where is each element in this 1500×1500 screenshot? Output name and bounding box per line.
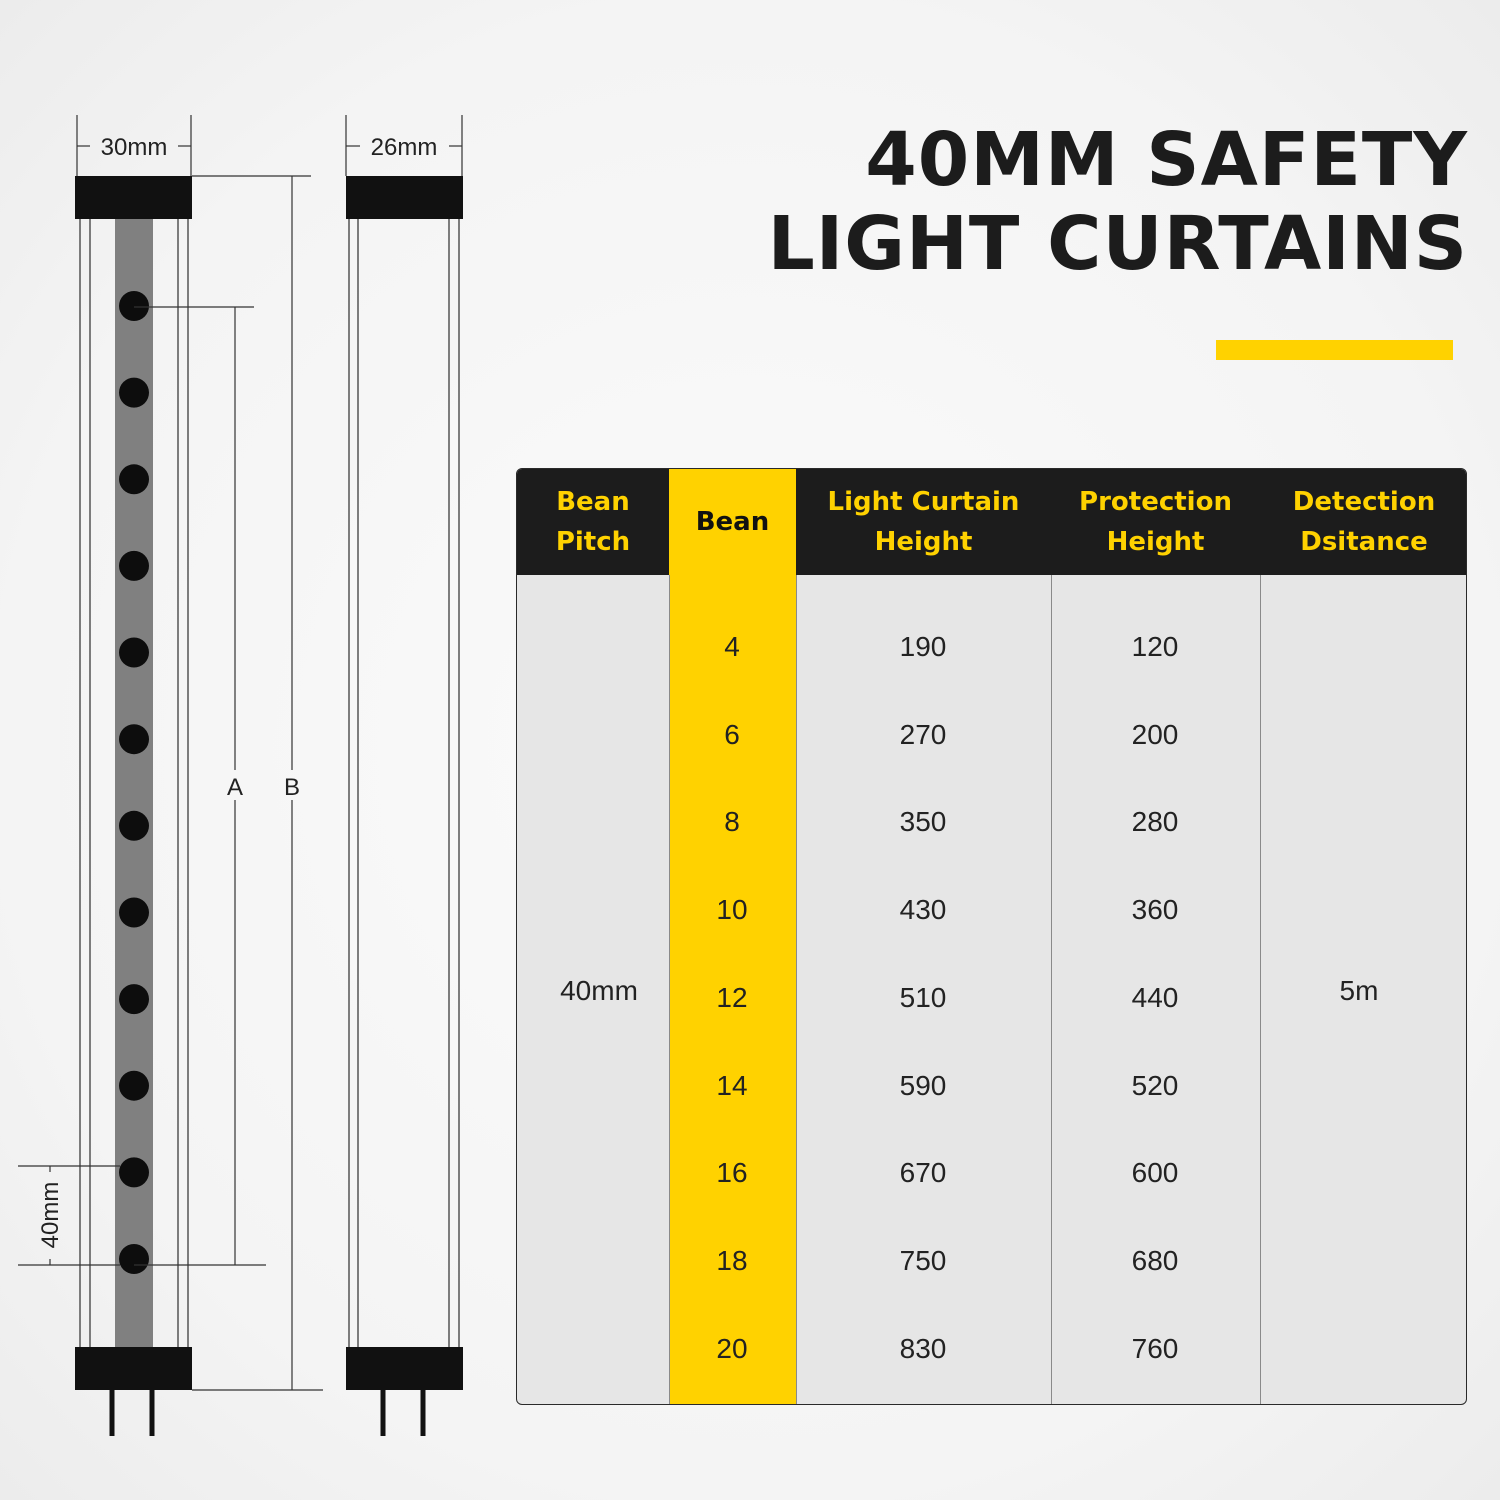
header-beam-pitch: Bean Pitch: [517, 469, 669, 575]
emitter-width-label: 30mm: [100, 134, 168, 161]
dimension-b-label: B: [283, 774, 301, 801]
cell-protection-height-text: 760: [1131, 1332, 1179, 1364]
header-beam: Bean: [669, 469, 796, 575]
cell-beams-text: 4: [724, 631, 740, 662]
cell-protection-height-text: 440: [1131, 981, 1179, 1013]
beam-dot: [119, 811, 149, 841]
dimension-b: [192, 176, 323, 1390]
cell-beams-text: 18: [716, 1244, 748, 1276]
detection-distance-text: 5m: [1339, 975, 1379, 1006]
cell-protection-height-text: 520: [1131, 1069, 1179, 1101]
emitter-top-cap: [75, 176, 192, 219]
cell-beams-text: 10: [716, 894, 748, 926]
column-divider: [796, 575, 797, 1404]
beam-dot: [119, 291, 149, 321]
spec-table: [516, 468, 1467, 1405]
accent-bar: [1216, 340, 1453, 360]
cell-beams-text: 8: [724, 806, 740, 838]
beam-dot: [119, 724, 149, 754]
cell-curtain-height-text: 350: [899, 806, 947, 838]
cell-protection-height-text: 120: [1131, 631, 1179, 662]
dimension-a: [134, 307, 266, 1265]
cell-curtain-height-text: 670: [899, 1157, 947, 1189]
cell-protection-height-text: 360: [1131, 894, 1179, 926]
beam-dot: [119, 1071, 149, 1101]
light-curtain-drawing: [0, 0, 520, 1500]
page-title: [768, 118, 1468, 286]
cell-beams-text: 12: [716, 981, 748, 1013]
pitch-label: 40mm: [37, 1181, 64, 1249]
receiver-pins: [383, 1390, 423, 1436]
cell-beams-text: 20: [716, 1332, 748, 1364]
dimension-a-label: A: [226, 774, 244, 801]
cell-protection-height-text: 200: [1131, 718, 1179, 750]
cell-curtain-height-text: 830: [899, 1332, 947, 1364]
cell-beams-text: 14: [716, 1069, 748, 1101]
title-line-1: 40MM SAFETY: [865, 117, 1468, 203]
pitch-dimension: [18, 1166, 120, 1265]
cell-protection-height-text: 280: [1131, 806, 1179, 838]
beam-dot: [119, 898, 149, 928]
column-divider: [1260, 575, 1261, 1404]
column-divider: [1051, 575, 1052, 1404]
beam-dot: [119, 1157, 149, 1187]
receiver-width-label: 26mm: [370, 134, 438, 161]
cell-beams-text: 6: [724, 718, 740, 750]
cell-protection-height-text: 680: [1131, 1244, 1179, 1276]
cell-curtain-height-text: 750: [899, 1244, 947, 1276]
header-protection-height: Protection Height: [1051, 469, 1260, 575]
cell-curtain-height-text: 270: [899, 718, 947, 750]
title-line-2: LIGHT CURTAINS: [767, 201, 1468, 287]
emitter-bottom-cap: [75, 1347, 192, 1390]
cell-protection-height-text: 600: [1131, 1157, 1179, 1189]
beam-dot: [119, 551, 149, 581]
cell-curtain-height-text: 190: [899, 631, 947, 662]
emitter-pins: [112, 1390, 152, 1436]
beam-dot: [119, 378, 149, 408]
column-divider: [669, 575, 670, 1404]
receiver-bar: [349, 218, 459, 1348]
cell-curtain-height-text: 510: [899, 981, 947, 1013]
beam-dot: [119, 638, 149, 668]
header-detection-distance: Detection Dsitance: [1260, 469, 1467, 575]
cell-curtain-height-text: 590: [899, 1069, 947, 1101]
beam-dot: [119, 464, 149, 494]
header-curtain-height: Light Curtain Height: [796, 469, 1051, 575]
beam-pitch-text: 40mm: [560, 975, 638, 1006]
receiver-top-cap: [346, 176, 463, 219]
cell-curtain-height-text: 430: [899, 894, 947, 926]
beam-dot: [119, 1244, 149, 1274]
receiver-bottom-cap: [346, 1347, 463, 1390]
beam-dot: [119, 984, 149, 1014]
cell-beams-text: 16: [716, 1157, 748, 1189]
